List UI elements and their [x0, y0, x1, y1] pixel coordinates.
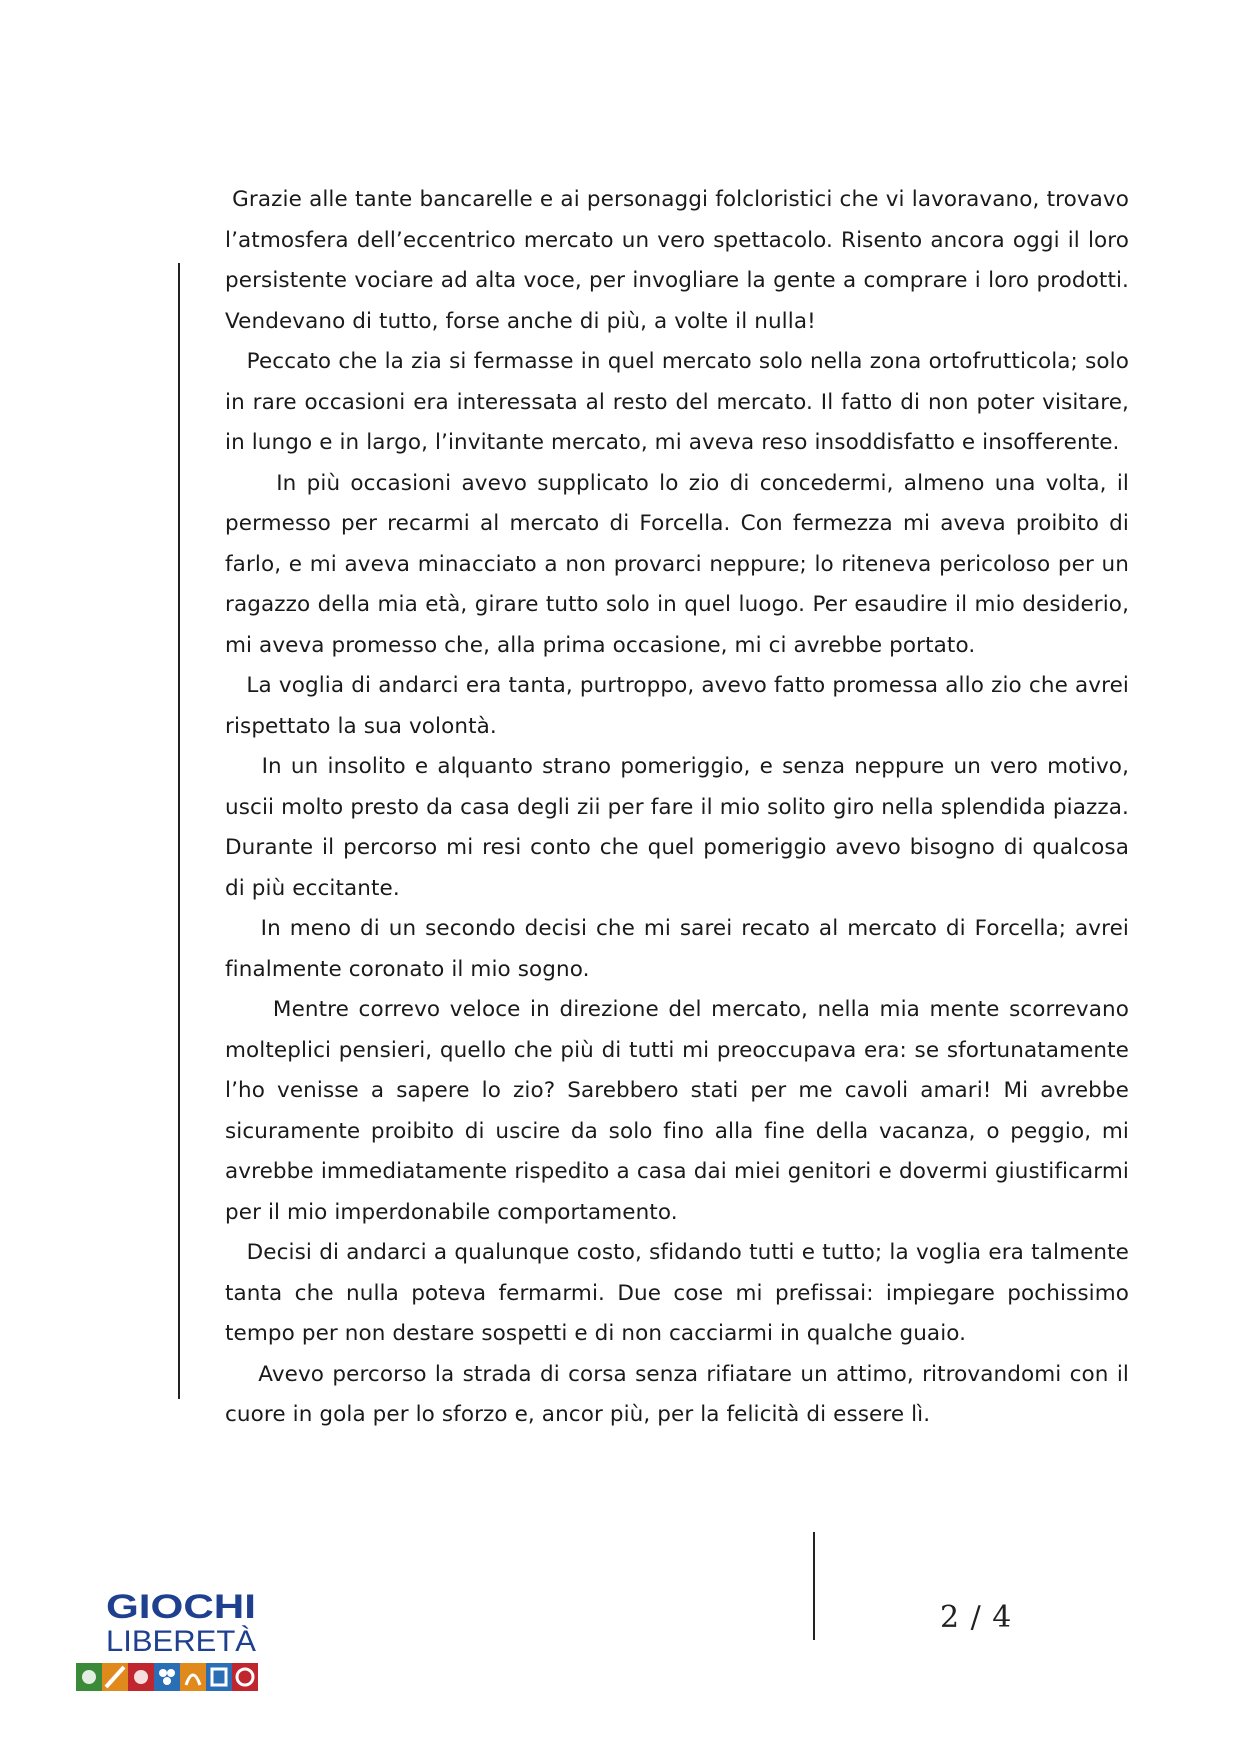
left-margin-rule [178, 263, 180, 1399]
logo-tiles [76, 1663, 258, 1691]
story-text [225, 180, 1129, 1436]
logo-line-1: GIOCHI [106, 1588, 256, 1626]
page-number: 2 / 4 [940, 1600, 1013, 1635]
paragraph: In meno di un secondo decisi che mi sarei recato al mercato di Forcella; avrei finalmente coronato il mio sogno. [225, 916, 1129, 982]
paragraph: In un insolito e alquanto strano pomeriggio, e senza neppure un vero motivo, uscii molto presto da casa degli zii per fare il mio solito giro nella splendida piazza. Durante il percorso mi resi conto che quel pomeriggio avevo bisogno di qualcosa di più eccitante. [225, 754, 1129, 901]
paragraph: In più occasioni avevo supplicato lo zio di concedermi, almeno una volta, il permesso per recarmi al mercato di Forcella. Con fermezza mi aveva proibito di farlo, e mi aveva minacciato a non provarci neppure; lo riteneva pericoloso per un ragazzo della mia età, girare tutto solo in quel luogo. Per esaudire il mio desiderio, mi aveva promesso che, alla prima occasione, mi ci avrebbe portato. [225, 470, 1129, 658]
footer-divider [813, 1532, 815, 1640]
logo-line-2: LIBERETÀ [106, 1625, 256, 1658]
paragraph: Peccato che la zia si fermasse in quel mercato solo nella zona ortofrutticola; solo in rare occasioni era interessata al resto del mercato. Il fatto di non poter visitare, in lungo e in largo, l’invitante mercato, mi aveva reso insoddisfatto e insofferente. [225, 349, 1129, 455]
giochi-liberta-logo [76, 1585, 286, 1695]
paragraph: Decisi di andarci a qualunque costo, sfidando tutti e tutto; la voglia era talmente tanta che nulla poteva fermarmi. Due cose mi prefissai: impiegare pochissimo tempo per non destare sospetti e di non cacciarmi in qualche guaio. [225, 1240, 1129, 1346]
paragraph: Grazie alle tante bancarelle e ai personaggi folcloristici che vi lavoravano, trovavo l’atmosfera dell’eccentrico mercato un vero spettacolo. Risento ancora oggi il loro persistente vociare ad alta voce, per invogliare la gente a comprare i loro prodotti. Vendevano di tutto, forse anche di più, a volte il nulla! [225, 187, 1129, 334]
paragraph: Mentre correvo veloce in direzione del mercato, nella mia mente scorrevano molteplici pensieri, quello che più di tutti mi preoccupava era: se sfortunatamente l’ho venisse a sapere lo zio? Sarebbero stati per me cavoli amari! Mi avrebbe sicuramente proibito di uscire da solo fino alla fine della vacanza, o peggio, mi avrebbe immediatamente rispedito a casa dai miei genitori e dovermi giustificarmi per il mio imperdonabile comportamento. [225, 997, 1129, 1225]
paragraph: Avevo percorso la strada di corsa senza rifiatare un attimo, ritrovandomi con il cuore in gola per lo sforzo e, ancor più, per la felicità di essere lì. [225, 1361, 1129, 1427]
paragraph: La voglia di andarci era tanta, purtroppo, avevo fatto promessa allo zio che avrei rispettato la sua volontà. [225, 673, 1129, 739]
